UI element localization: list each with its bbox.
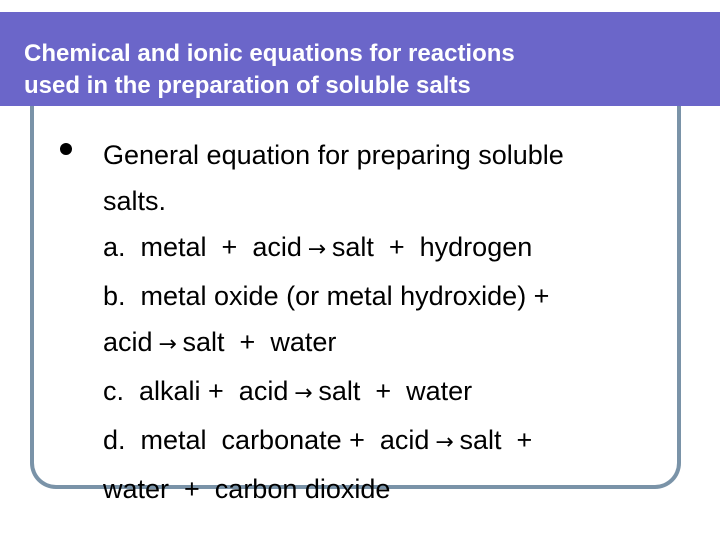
equation-d-line-1 xyxy=(103,417,668,466)
title-band xyxy=(0,12,720,106)
equation-a xyxy=(103,224,668,273)
slide-title xyxy=(24,38,664,102)
equation-c-products: salt + water xyxy=(318,376,473,406)
title-line-1: Chemical and ionic equations for reactions xyxy=(24,40,515,67)
equation-b-products: salt + water xyxy=(182,327,337,357)
bullet-dot-icon xyxy=(60,143,72,155)
equation-a-products: salt + hydrogen xyxy=(331,232,533,262)
right-arrow-icon: → xyxy=(294,381,313,406)
equation-d-products: salt + xyxy=(459,425,533,455)
right-arrow-icon: → xyxy=(158,332,177,357)
right-arrow-icon: → xyxy=(435,430,454,455)
equation-c xyxy=(103,368,668,417)
intro-line-2: salts. xyxy=(103,186,167,216)
title-line-2: used in the preparation of soluble salts xyxy=(24,72,471,99)
equation-b-line-1: b. metal oxide (or metal hydroxide) + xyxy=(103,281,550,311)
equation-a-reactants: a. metal + acid xyxy=(103,232,302,262)
equation-d-reactants: d. metal carbonate + acid xyxy=(103,425,430,455)
equation-c-reactants: c. alkali + acid xyxy=(103,376,289,406)
equation-b-reactants: acid xyxy=(103,327,153,357)
right-arrow-icon: → xyxy=(307,237,327,262)
intro-line-1: General equation for preparing soluble xyxy=(103,140,564,170)
bullet-content xyxy=(103,132,668,512)
equation-b-line-2 xyxy=(103,319,668,368)
equation-d-line-2: water + carbon dioxide xyxy=(103,474,391,504)
